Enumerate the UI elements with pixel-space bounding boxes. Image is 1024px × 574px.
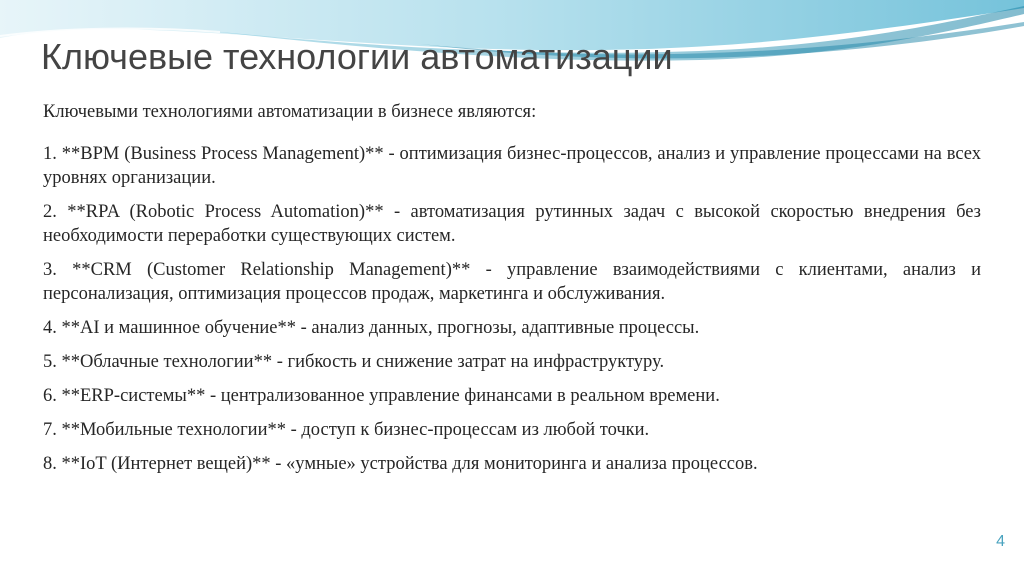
list-item-rpa: 2. **RPA (Robotic Process Automation)** - автоматизация рутинных задач с высокой скоростью внедрения без необходимости переработки существующих систем. (43, 202, 981, 246)
list-item-ai: 4. **AI и машинное обучение** - анализ данных, прогнозы, адаптивные процессы. (43, 318, 700, 338)
list-item-iot: 8. **IoT (Интернет вещей)** - «умные» устройства для мониторинга и анализа процессов. (43, 454, 758, 474)
page-number: 4 (996, 533, 1005, 550)
list-item-bpm: 1. **BPM (Business Process Management)** - оптимизация бизнес-процессов, анализ и управление процессами на всех уровнях организации. (43, 144, 981, 188)
page-title: Ключевые технологии автоматизации (41, 36, 673, 77)
list-item-cloud: 5. **Облачные технологии** - гибкость и снижение затрат на инфраструктуру. (43, 352, 665, 372)
list-item-erp: 6. **ERP-системы** - централизованное управление финансами в реальном времени. (43, 386, 720, 406)
intro-text: Ключевыми технологиями автоматизации в бизнесе являются: (43, 102, 537, 122)
list-item-mobile: 7. **Мобильные технологии** - доступ к бизнес-процессам из любой точки. (43, 420, 650, 440)
list-item-crm: 3. **CRM (Customer Relationship Management)** - управление взаимодействиями с клиентами, анализ и персонализация, оптимизация процессов продаж, маркетинга и обслуживания. (43, 260, 981, 304)
slide-body (43, 100, 981, 486)
